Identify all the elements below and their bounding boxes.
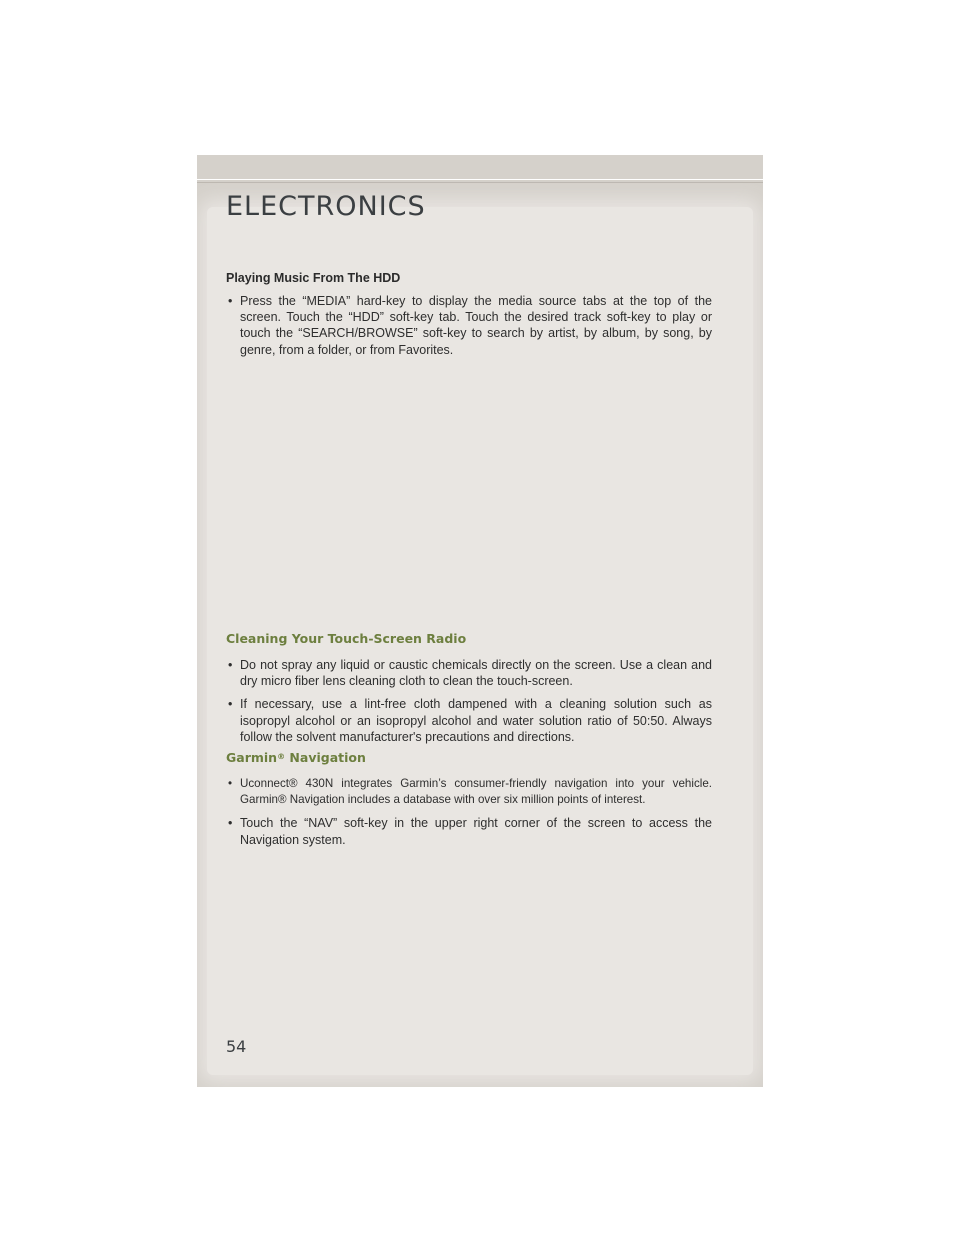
cleaning-heading: Cleaning Your Touch-Screen Radio (226, 631, 467, 646)
hdd-subhead: Playing Music From The HDD (226, 271, 401, 285)
bullet-icon: • (228, 697, 233, 712)
list-item: • If necessary, use a lint-free cloth dampened with a cleaning solution such as isopropyl alcohol or an isopropyl alcohol and water solution ratio of 50:50. Always follow the solvent manufacturer's precautions and directions. (228, 697, 712, 744)
bullet-icon: • (228, 294, 233, 308)
garmin-bullet-list (226, 776, 712, 855)
hdd-bullet-list (226, 293, 712, 365)
list-item: • Press the “MEDIA” hard-key to display the media source tabs at the top of the screen. Touch the “HDD” soft-key tab. Touch the desired track soft-key to play or touch the “SEARCH/BROWSE” soft-key to search by artist, by album, by song, by genre, from a folder, or from Favorites. (228, 294, 712, 357)
list-item: • Do not spray any liquid or caustic chemicals directly on the screen. Use a clean and dry micro fiber lens cleaning cloth to clean the touch-screen. (228, 658, 712, 689)
bullet-icon: • (228, 777, 233, 790)
header-rule-shadow (197, 182, 763, 183)
page-number: 54 (226, 1037, 247, 1056)
bullet-icon: • (228, 816, 233, 831)
list-item: • Touch the “NAV” soft-key in the upper right corner of the screen to access the Navigation system. (228, 816, 712, 847)
manual-page (197, 155, 763, 1087)
list-item: • Uconnect® 430N integrates Garmin’s consumer-friendly navigation into your vehicle. Garmin® Navigation includes a database with over six million points of interest. (228, 777, 712, 807)
cleaning-bullet-list (226, 657, 712, 752)
bullet-icon: • (228, 658, 233, 672)
section-title: ELECTRONICS (226, 191, 426, 222)
garmin-heading: Garmin® Navigation (226, 750, 366, 765)
header-rule (197, 179, 763, 180)
